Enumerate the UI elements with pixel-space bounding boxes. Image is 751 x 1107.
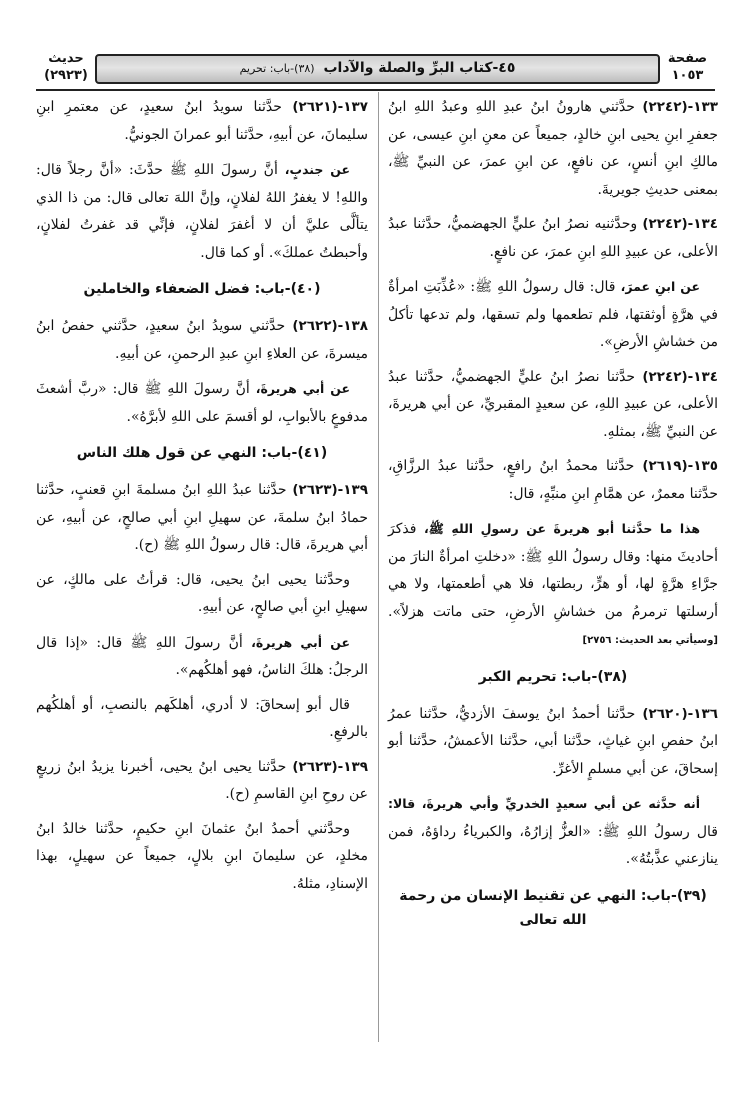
isnad-paragraph [36, 816, 368, 899]
paragraph-text: أنَّ رسولَ اللهِ ﷺ حدَّثَ: «أنَّ رجلاً قال: واللهِ! لا يغفرُ اللهُ لفلانٍ، وإنَّ اللهَ تعالى قال: من ذا الذي يتألَّى عليَّ أن لا أغفرَ لفلانٍ، فإنِّي قد غفرتُ لفلانٍ، وأحبطتُ عملكَ». أو كما قال. [36, 162, 368, 261]
isnad-paragraph [36, 692, 368, 747]
companion-name: عن جندبٍ، [284, 162, 350, 177]
chapter-heading: (٤١)-باب: النهي عن قول هلك الناس [76, 445, 328, 461]
hadith-number: ١٣٩-(٢٦٢٣) [292, 482, 369, 498]
isnad-paragraph [388, 453, 718, 508]
hadith-range-box [36, 50, 96, 88]
hadith-number: ١٣٦-(٢٦٢٠) [642, 705, 719, 722]
page-number: ١٠٥٣ [671, 68, 704, 83]
column-divider [378, 92, 379, 1042]
paragraph-text: وحدَّثني أحمدُ ابنُ عثمانَ ابنِ حكيمٍ، حدَّثنا خالدُ ابنُ مخلدٍ، عن سليمانَ ابنِ بلالٍ، جميعاً عن سهيلٍ، بهذا الإسنادِ، مثلهُ. [36, 820, 368, 892]
isnad-paragraph [388, 364, 718, 447]
hadith-number: ١٣٨-(٢٦٢٢) [292, 318, 368, 334]
paragraph-text: وحدَّثنا يحيى ابنُ يحيى، قال: قرأتُ على مالكٍ، عن سهيلِ ابنِ أبي صالحٍ، عن أبيهِ. [36, 571, 368, 615]
hadith-number: ١٣٩-(٢٦٢٣) [292, 758, 368, 775]
paragraph-text: حدَّثنا يحيى ابنُ يحيى، أخبرنا يزيدُ ابنُ زريعٍ عن روحِ ابنِ القاسمِ (ح). [36, 758, 368, 802]
header-rule [36, 89, 715, 91]
paragraph-text: قال رسولُ اللهِ ﷺ: «العزُّ إزارُهُ، والكبرياءُ رداؤهُ، فمن ينازعني عذَّبتُهُ». [388, 823, 718, 867]
isnad-paragraph [388, 701, 718, 784]
paragraph-text: قال: قال رسولُ اللهِ ﷺ: «عُذِّبَتِ امرأةٌ في هرَّةٍ أوثقتها، فلم تطعمها ولم تسقها، ولم تدعها تأكلُ من خشاشِ الأرضِ». [388, 279, 718, 350]
companion-name: عن أبي هريرةَ، [255, 381, 351, 396]
left-column [36, 94, 368, 905]
paragraph-text: أنَّ رسولَ اللهِ ﷺ قال: «ربَّ أشعثَ مدفوعٍ بالأبوابِ، لو أقسمَ على اللهِ لأبرَّهُ». [36, 381, 368, 425]
hadith-text [36, 629, 368, 685]
page-number-box [660, 50, 715, 88]
hadith-text [388, 273, 718, 357]
cross-reference-note: [وسيأتي بعد الحديث: ٢٧٥٦] [582, 635, 718, 646]
paragraph-text: حدَّثني هارونُ ابنُ عبدِ اللهِ وعبدُ اللهِ ابنُ جعفرِ ابنِ يحيى ابنِ خالدٍ، جميعاً عن معنِ ابنِ عيسى، عن مالكِ ابنِ أنسٍ، عن نافعٍ، عن ابنِ عمرَ، عن النبيِّ ﷺ، بمعنى حديثِ جويريةَ. [388, 99, 718, 198]
paragraph-text: وحدَّثنيه نصرُ ابنُ عليٍّ الجهضميُّ، حدَّثنا عبدُ الأعلى، عن عبيدِ اللهِ ابنِ عمرَ، عن نافعٍ. [388, 216, 718, 260]
page-label: صفحة [667, 51, 708, 66]
hadith-number: ١٣٤-(٢٢٤٢) [642, 216, 719, 232]
hadith-number: ١٣٧-(٢٦٢١) [292, 99, 369, 115]
hadith-text [388, 790, 718, 874]
hadith-label: حديث [48, 51, 84, 66]
paragraph-text: حدَّثنا سويدُ ابنُ سعيدٍ، عن معتمرِ ابنِ سليمانَ، عن أبيهِ، حدَّثنا أبو عمرانَ الجونيُّ. [36, 99, 368, 143]
right-column [388, 94, 718, 944]
running-header [95, 54, 660, 84]
paragraph-text: فذكرَ أحاديثَ منها: وقال رسولُ اللهِ ﷺ: «دخلتِ امرأةٌ النارَ من جرَّاءِ هرَّةٍ لها، أو هرٍّ، ربطتها، فلا هي أطعمتها، ولا هي أرسلتها ترمرمُ من خشاشِ الأرضِ، حتى ماتت هزلاً». [388, 521, 718, 620]
companion-name: أنه حدَّثه عن أبي سعيدٍ الخدريِّ وأبي هريرةَ، قالا: [388, 796, 700, 811]
paragraph-text: حدَّثنا محمدُ ابنُ رافعٍ، حدَّثنا عبدُ الرزَّاقِ، حدَّثنا معمرٌ، عن همَّامِ ابنِ منبِّهٍ، قال: [388, 458, 718, 502]
paragraph-text: حدَّثني سويدُ ابنُ سعيدٍ، حدَّثني حفصُ ابنُ ميسرةَ، عن العلاءِ ابنِ عبدِ الرحمنِ، عن أبيهِ. [36, 318, 368, 362]
paragraph-text: حدَّثنا عبدُ اللهِ ابنُ مسلمةَ ابنِ قعنبٍ، حدَّثنا حمادُ ابنُ سلمةَ، عن سهيلِ ابنِ أبي صالحٍ، عن أبيهِ، عن أبي هريرةَ، قال: قال رسولُ اللهِ ﷺ (ح). [36, 482, 368, 553]
chapter-heading: (٣٨)-باب: تحريم الكبر [478, 668, 628, 685]
companion-name: عن أبي هريرةَ، [251, 634, 351, 650]
companion-name: هذا ما حدَّثنا أبو هريرةَ عن رسولِ اللهِ ﷺ، [424, 521, 700, 536]
chapter-ref: (٣٨)-باب: تحريم [239, 62, 315, 75]
paragraph-text: حدَّثنا أحمدُ ابنُ يوسفَ الأزديُّ، حدَّثنا عمرُ ابنُ حفصِ ابنِ غياثٍ، حدَّثنا أبي، حدَّثنا الأعمشُ، حدَّثنا أبو إسحاقَ، عن أبي مسلمٍ الأغرِّ. [388, 705, 718, 777]
hadith-text [36, 375, 368, 431]
isnad-paragraph [36, 313, 368, 368]
chapter-heading: (٤٠)-باب: فضل الضعفاء والخاملين [83, 281, 321, 297]
isnad-paragraph [388, 211, 718, 266]
hadith-range: (٢٩٢٣) [44, 68, 88, 83]
chapter-heading: (٣٩)-باب: النهي عن تقنيط الإنسان من رحمة الله تعالى [399, 887, 707, 928]
hadith-text [36, 156, 368, 267]
paragraph-text: حدَّثنا نصرُ ابنُ عليٍّ الجهضميُّ، حدَّثنا عبدُ الأعلى، عن عبيدِ اللهِ، عن سعيدٍ المقبريِّ، عن أبي هريرةَ، عن النبيِّ ﷺ، بمثلهِ. [388, 368, 718, 440]
isnad-paragraph [36, 477, 368, 560]
isnad-paragraph [36, 567, 368, 622]
hadith-number: ١٣٣-(٢٢٤٢) [642, 99, 718, 115]
book-title: ٤٥-كتاب البرِّ والصلة والآداب [323, 60, 516, 76]
isnad-paragraph [388, 94, 718, 204]
header-title [97, 60, 658, 76]
companion-name: عن ابنِ عمرَ، [620, 279, 700, 294]
paragraph-text: قال أبو إسحاقَ: لا أدري، أهلكَهم بالنصبِ، أو أهلكُهم بالرفعِ. [36, 696, 368, 740]
hadith-number: ١٣٥-(٢٦١٩) [642, 458, 718, 474]
paragraph-text: أنَّ رسولَ اللهِ ﷺ قال: «إذا قال الرجلُ: هلكَ الناسُ، فهو أهلكُهم». [36, 634, 368, 678]
hadith-text [388, 515, 718, 655]
hadith-number: ١٣٤-(٢٢٤٢) [642, 368, 718, 385]
isnad-paragraph [36, 754, 368, 809]
isnad-paragraph [36, 94, 368, 149]
